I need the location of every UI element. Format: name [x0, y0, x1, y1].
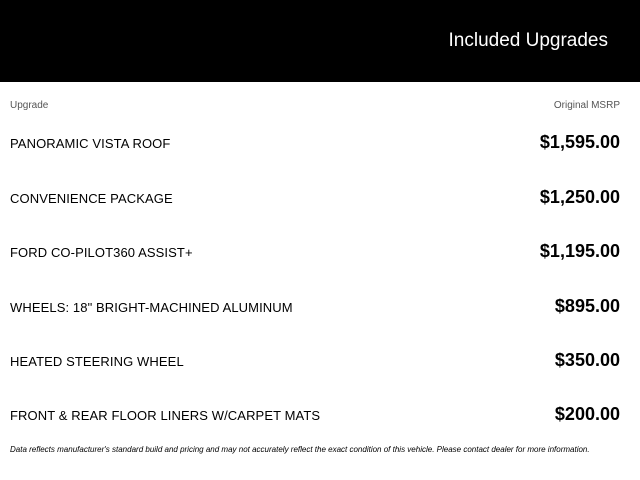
upgrade-price: $1,595.00 — [539, 132, 620, 152]
upgrade-row — [10, 239, 620, 263]
upgrade-name: FRONT & REAR FLOOR LINERS W/CARPET MATS — [10, 408, 321, 423]
upgrade-price: $350.00 — [554, 350, 620, 370]
upgrade-price: $1,195.00 — [539, 241, 620, 261]
upgrade-name: CONVENIENCE PACKAGE — [10, 191, 173, 206]
column-header-upgrade: Upgrade — [10, 100, 49, 111]
upgrade-row — [10, 185, 620, 209]
upgrade-row — [10, 294, 620, 318]
upgrade-row — [10, 348, 620, 372]
upgrade-price: $200.00 — [554, 404, 620, 424]
column-header-msrp: Original MSRP — [553, 100, 620, 111]
upgrade-price: $1,250.00 — [539, 187, 620, 207]
upgrade-row — [10, 402, 620, 426]
upgrade-name: HEATED STEERING WHEEL — [10, 354, 184, 369]
upgrade-row — [10, 130, 620, 154]
disclaimer-text: Data reflects manufacturer's standard build and pricing and may not accurately reflect the exact condition of this vehicle. Please contact dealer for more information. — [10, 445, 590, 454]
page-title: Included Upgrades — [448, 30, 608, 51]
upgrade-name: FORD CO-PILOT360 ASSIST+ — [10, 245, 193, 260]
upgrade-name: WHEELS: 18" BRIGHT-MACHINED ALUMINUM — [10, 300, 293, 315]
upgrade-name: PANORAMIC VISTA ROOF — [10, 136, 171, 151]
upgrade-price: $895.00 — [554, 296, 620, 316]
header-bar — [0, 0, 640, 82]
